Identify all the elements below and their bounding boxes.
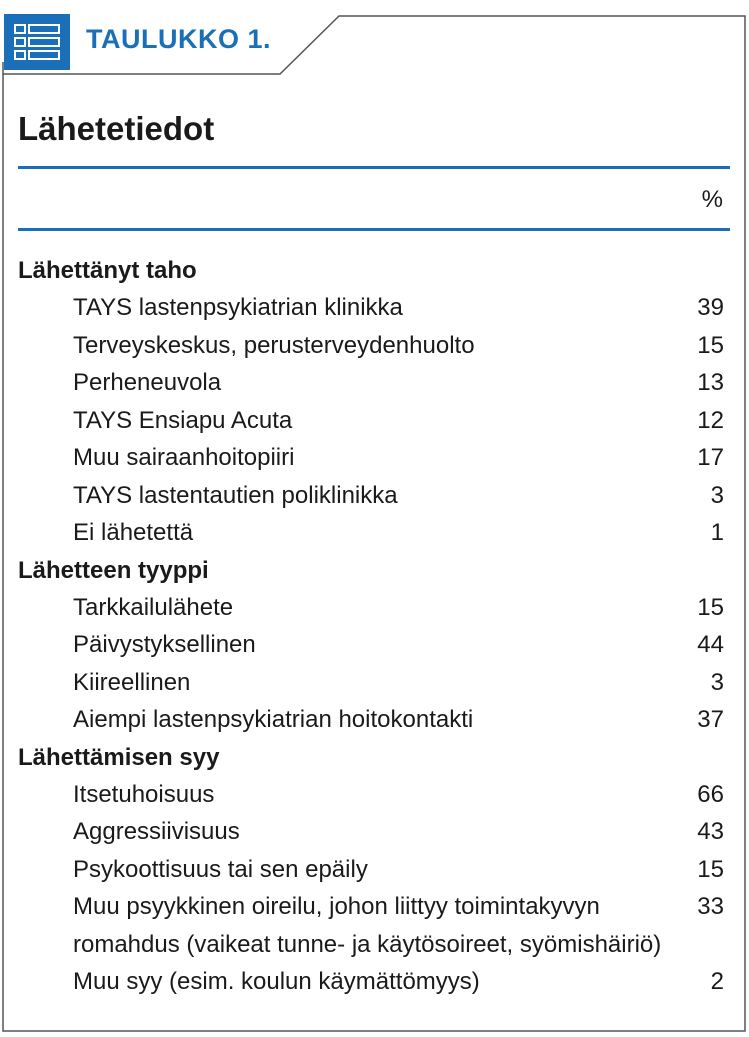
section-heading: Lähettänyt taho [18,257,197,284]
table-row [18,402,724,440]
table-title: Lähetetiedot [18,110,215,147]
table-row [18,813,724,851]
table-row [18,589,724,627]
table-row [18,514,724,552]
row-percent: 1 [710,519,724,546]
row-label: Terveyskeskus, perusterveydenhuolto [73,331,475,359]
row-percent: 39 [697,294,724,321]
table-row [18,439,724,477]
section-heading: Lähettämisen syy [18,743,220,771]
row-label: TAYS lastentautien poliklinikka [73,481,398,509]
table-label: TAULUKKO 1. [86,24,271,54]
row-label: Aiempi lastenpsykiatrian hoitokontakti [73,706,474,733]
table-row [18,776,724,814]
row-label: Muu psyykkinen oireilu, johon liittyy toimintakyvyn romahdus (vaikeat tunne- ja käytösoireet, syömishäiriö) [73,893,662,958]
row-label: TAYS lastenpsykiatrian klinikka [73,294,403,321]
row-percent: 37 [697,706,724,733]
row-percent: 3 [710,481,724,509]
table-row [18,664,724,702]
row-label: Päivystyksellinen [73,631,256,658]
row-percent: 15 [697,331,724,359]
table-row [18,289,724,327]
row-label: Psykoottisuus tai sen epäily [73,855,368,883]
row-percent: 12 [697,406,724,434]
row-percent: 15 [697,855,724,883]
row-label: Muu syy (esim. koulun käymättömyys) [73,968,480,995]
table-row [18,364,724,402]
row-percent: 66 [697,780,724,808]
row-label: Itsetuhoisuus [73,780,215,808]
table-row [18,851,724,889]
table-badge [4,14,70,70]
row-percent: 13 [697,369,724,396]
table-body [18,252,724,1001]
row-percent: 43 [697,818,724,845]
header-divider [18,228,730,231]
row-label: Ei lähetettä [73,519,194,546]
row-percent: 17 [697,444,724,471]
row-label: Perheneuvola [73,369,222,396]
row-label: TAYS Ensiapu Acuta [73,406,293,434]
table-row [18,477,724,515]
row-percent: 33 [697,893,724,920]
table-row [18,888,724,963]
row-percent: 2 [710,968,724,995]
title-divider [18,166,730,169]
table-row [18,963,724,1001]
row-label: Muu sairaanhoitopiiri [73,444,295,471]
row-label: Tarkkailulähete [73,593,234,621]
table-row [18,701,724,739]
row-percent: 3 [710,668,724,696]
row-label: Aggressiivisuus [73,818,240,845]
section-heading: Lähetteen tyyppi [18,556,209,584]
percent-column-header: % [701,186,723,213]
row-label: Kiireellinen [73,668,191,696]
table-row [18,327,724,365]
row-percent: 15 [697,593,724,621]
table-row [18,626,724,664]
row-percent: 44 [697,631,724,658]
